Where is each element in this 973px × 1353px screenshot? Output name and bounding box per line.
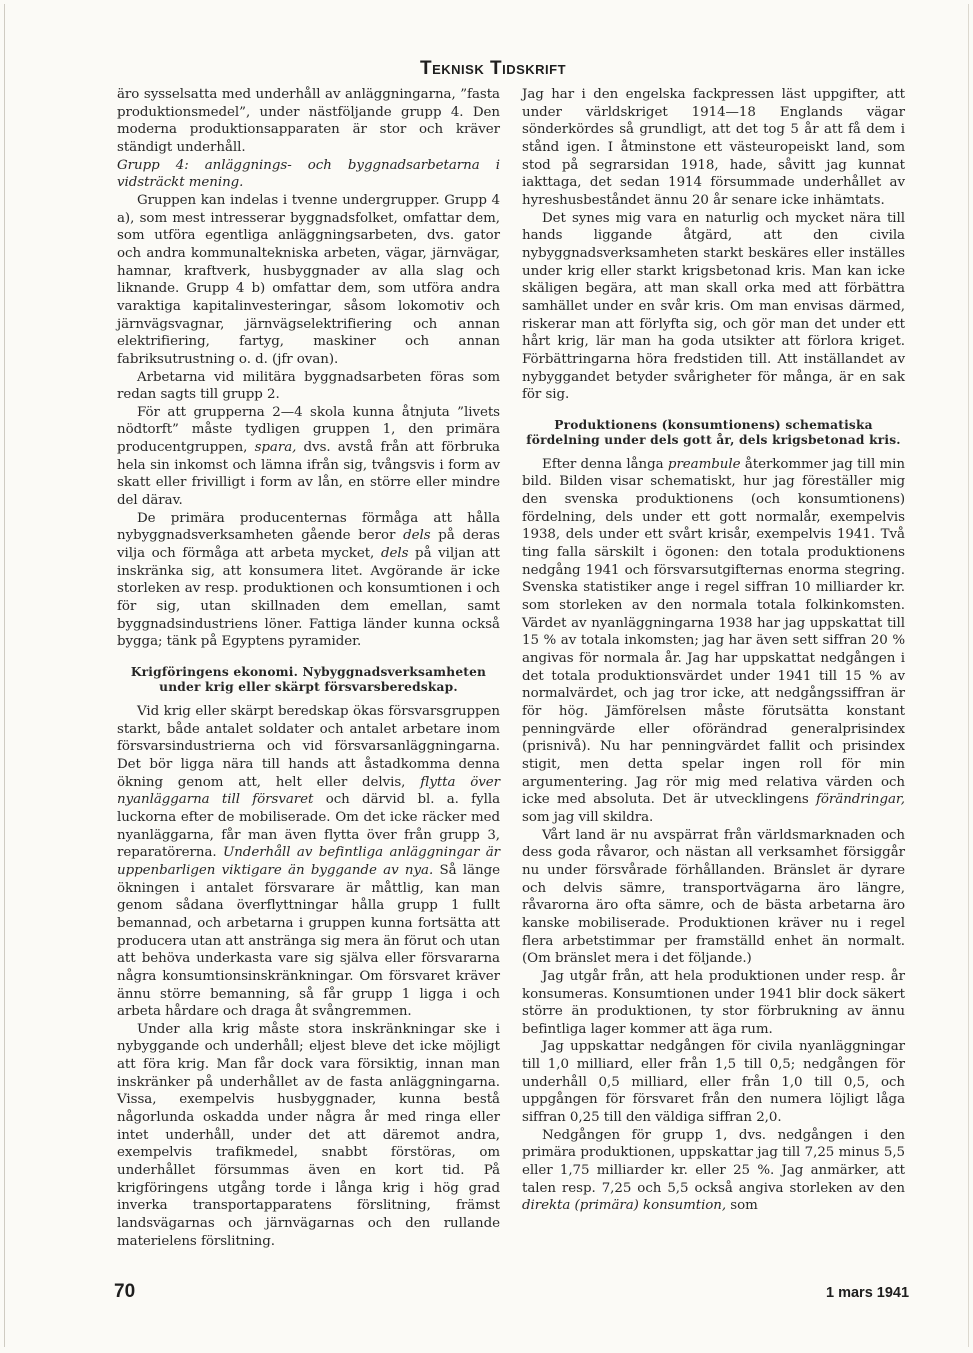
left-paragraph — [117, 510, 500, 651]
text-run: på viljan att inskränka sig, att konsumera litet. Avgörande är icke storleken av resp. produktionen och konsumtionen i och för sig, utan skillnaden dem emellan, samt byggnadsindustriens löner. Fattiga länder kunna också bygga; tänk på Egyptens pyramider. — [117, 546, 500, 650]
text-run: Efter denna långa — [542, 456, 668, 472]
left-paragraph — [117, 404, 500, 510]
text-run: Nedgången för grupp 1, dvs. nedgången i den primära produktionen, uppskattar jag till 7,25 minus 5,5 eller 1,75 milliarder kr. eller 25 %. Jag anmärker, att talen resp. 7,25 och 5,5 också angiva storleken av den — [522, 1127, 905, 1196]
text-run: Vid krig eller skärpt beredskap ökas försvarsgruppen starkt, både antalet soldater och antalet arbetare inom försvarsindustrierna och vid försvarsanläggningarna. Det bör ligga nära till hands att åstadkomma denna ökning genom att, helt eller delvis, — [117, 704, 500, 790]
right-paragraph — [522, 456, 905, 827]
text-run: som — [726, 1198, 758, 1214]
group4-heading-text: Grupp 4: anläggnings- och byggnadsarbetarna i vidsträckt mening. — [117, 157, 500, 191]
right-paragraph: Jag uppskattar nedgången för civila nyanläggningar till 1,0 milliard, eller från 1,5 till 0,5; nedgången för underhåll 0,5 milliard, eller från 1,0 till 0,5, och uppgången för försvaret från den numera löjligt låga siffran 0,25 till den väldiga siffran 2,0. — [522, 1039, 905, 1126]
text-run: återkommer jag till min bild. Bilden visar schematiskt, hur jag föreställer mig den svenska produktionens (och konsumtionens) fördelning, dels under ett gott normalår, exempelvis 1938, dels under ett svårt krisår, exempelvis 1941. Två ting falla särskilt i ögonen: den totala produktionens nedgång 1941 och försvarsutgifternas enorma stegring. Svenska statistiker ange i regel siffran 10 milliarder kr. som storleken av den normala totala folkinkomsten. Värdet av nyanläggningarna 1938 har jag uppskattat till 15 % av totala inkomsten; jag har även sett siffran 20 % angivas för normala år. Jag har uppskattat nedgången i det totala produktionsvärdet under 1941 till 15 % av normalvärdet, och jag tror icke, att nedgångssiffran är för hög. Jämförelsen måste förutsätta konstant penningvärde eller oförändrad generalprisindex (prisnivå). Nu har penningvärdet fallit och prisindex stigit, men detta spelar ingen roll för min argumentering. Jag rör mig med relativa värden och icke med absoluta. Det är utvecklingens — [522, 456, 905, 808]
left-paragraph: Under alla krig måste stora inskränkningar ske i nybyggande och underhåll; eljest bleve det icke möjligt att föra krig. Man får dock vara försiktig, innan man inskränker på underhållet av de fasta anläggningarna. Vissa, exempelvis husbyggnader, kunna bestå någorlunda oskadda under några år med ringa eller intet underhåll, under det att däremot andra, exempelvis trafikmedel, snabbt förstöras, om underhållet försummas även en kort tid. På krigföringens utgång torde i långa krig i hög grad inverka transportapparatens förslitning, främst landsvägarnas och järnvägarnas och den rullande materielens förslitning. — [117, 1021, 500, 1249]
text-run: Så länge ökningen i antalet försvarare är måttlig, kan man genom sådana överflyttningar hålla grupp 1 fullt bemannad, och arbetarna i gruppen kunna fortsätta att producera utan att anstränga sig mera än förut och utan att behöva underkasta vare sig själva eller försvararna några konsumtionsinskränkningar. Om försvaret kräver ännu större bemanning, så får grupp 1 ligga i och arbeta hårdare och draga åt svångremmen. — [117, 862, 500, 1020]
text-run: dvs. avstå från att förbruka hela sin inkomst och lämna ifrån sig, tvångsvis i form av skatt eller frivilligt i form av lån, en större eller mindre del därav. — [117, 440, 500, 509]
emphasis: direkta (primära) konsumtion, — [522, 1198, 727, 1214]
section-heading-krigforing: Krigföringens ekonomi. Nybyggnadsverksamheten under krig eller skärpt försvarsberedskap. — [130, 665, 487, 694]
text-run: på deras vilja och förmåga att arbeta mycket, — [117, 528, 500, 562]
right-paragraph: Jag har i den engelska fackpressen läst uppgifter, att under världskriget 1914—18 Englands vägar sönderkördes så grundligt, att det tog 5 år att få dem i stånd igen. I åtminstone ett västeuropeiskt land, som stod på segrarsidan 1918, hade, såvitt jag kunnat iakttaga, det sedan 1914 försummade underhållet av hyreshusbeståndet ännu 20 år senare icke inhämtats. — [522, 87, 905, 208]
text-run: De primära producenternas förmåga att hålla nybyggnadsverksamheten gående beror — [117, 510, 500, 544]
left-paragraph — [117, 703, 500, 1021]
left-paragraph: äro sysselsatta med underhåll av anläggningarna, ”fasta produktionsmedel”, under nästföljande grupp 4. Den moderna produktionsapparaten är stor och kräver ständigt underhåll. — [117, 87, 500, 155]
emphasis: spara, — [254, 440, 297, 456]
group4-heading — [117, 157, 500, 192]
journal-title: Teknisk Tidskrift — [420, 58, 567, 79]
text-run: som jag vill skildra. — [522, 809, 654, 825]
emphasis: Underhåll av befintliga anläggningar är uppenbarligen viktigare än byggande av nya. — [117, 845, 501, 878]
text-run: För att grupperna 2—4 skola kunna åtnjuta ”livets nödtorft” måste tydligen gruppen 1, den primära producentgruppen, — [117, 404, 500, 456]
right-column — [522, 86, 905, 1215]
left-column — [117, 86, 500, 1250]
emphasis: flytta över nyanläggarna till försvaret — [117, 774, 500, 808]
emphasis: förändringar, — [816, 792, 905, 808]
emphasis: dels — [380, 546, 409, 562]
emphasis: preambule — [667, 456, 741, 472]
section-heading-produktion: Produktionens (konsumtionens) schematiska fördelning under dels gott år, dels krigsbetonad kris. — [526, 417, 901, 447]
right-paragraph: Vårt land är nu avspärrat från världsmarknaden och dess goda råvaror, och nästan all verksamhet försiggår nu under försvårade förhållanden. Bränslet är dyrare och delvis sämre, transportvägarna äro längre, råvarorna äro ofta sämre, och de bästa arbetarna äro kanske mobiliserade. Produktionen kräver nu i regel flera arbetstimmar per framställd enhet än normalt. (Om bränslet mera i det följande.) — [522, 827, 905, 967]
right-paragraph — [522, 1127, 905, 1215]
emphasis: dels — [403, 528, 431, 544]
page-number: 70 — [114, 1281, 136, 1302]
left-paragraph: Arbetarna vid militära byggnadsarbeten föras som redan sagts till grupp 2. — [117, 369, 500, 403]
text-run: och därvid bl. a. fylla luckorna efter de mobiliserade. Om det icke räcker med nyanläggarna, får man även flytta över från grupp 3, reparatörerna. — [117, 792, 500, 861]
issue-date: 1 mars 1941 — [826, 1285, 910, 1301]
right-paragraph: Det synes mig vara en naturlig och mycket nära till hands liggande åtgärd, att den civila nybyggnadsverksamheten starkt beskäres eller inställes under krig eller starkt krigsbetonad kris. Man kan icke skäligen begära, att man skall orka med att förbättra samhället under en svår kris. Om man envisas därmed, riskerar man att förlyfta sig, och gör man det under ett hårt krig, lär man ha goda utsikter att förlora kriget. Förbättringarna höra fredstiden till. Att inställandet av nybyggandet betyder svårigheter för många, är en sak för sig. — [522, 210, 905, 403]
left-paragraph: Gruppen kan indelas i tvenne undergrupper. Grupp 4 a), som mest intresserar byggnadsfolket, omfattar dem, som utföra egentliga anläggningsarbeten, dvs. gator och andra kommunaltekniska arbeten, vägar, järnvägar, hamnar, kraftverk, husbyggnader av alla slag och liknande. Grupp 4 b) omfattar dem, som utföra andra varaktiga kapitalinvesteringar, såsom lokomotiv och järnvägsvagnar, järnvägselektrifiering och annan elektrifiering, fartyg, maskiner och annan fabriksutrustning o. d. (jfr ovan). — [117, 192, 500, 367]
right-paragraph: Jag utgår från, att hela produktionen under resp. år konsumeras. Konsumtionen under 1941 blir dock säkert större än produktionen, ty stor förbrukning av ännu befintliga lager kommer att äga rum. — [522, 968, 905, 1037]
